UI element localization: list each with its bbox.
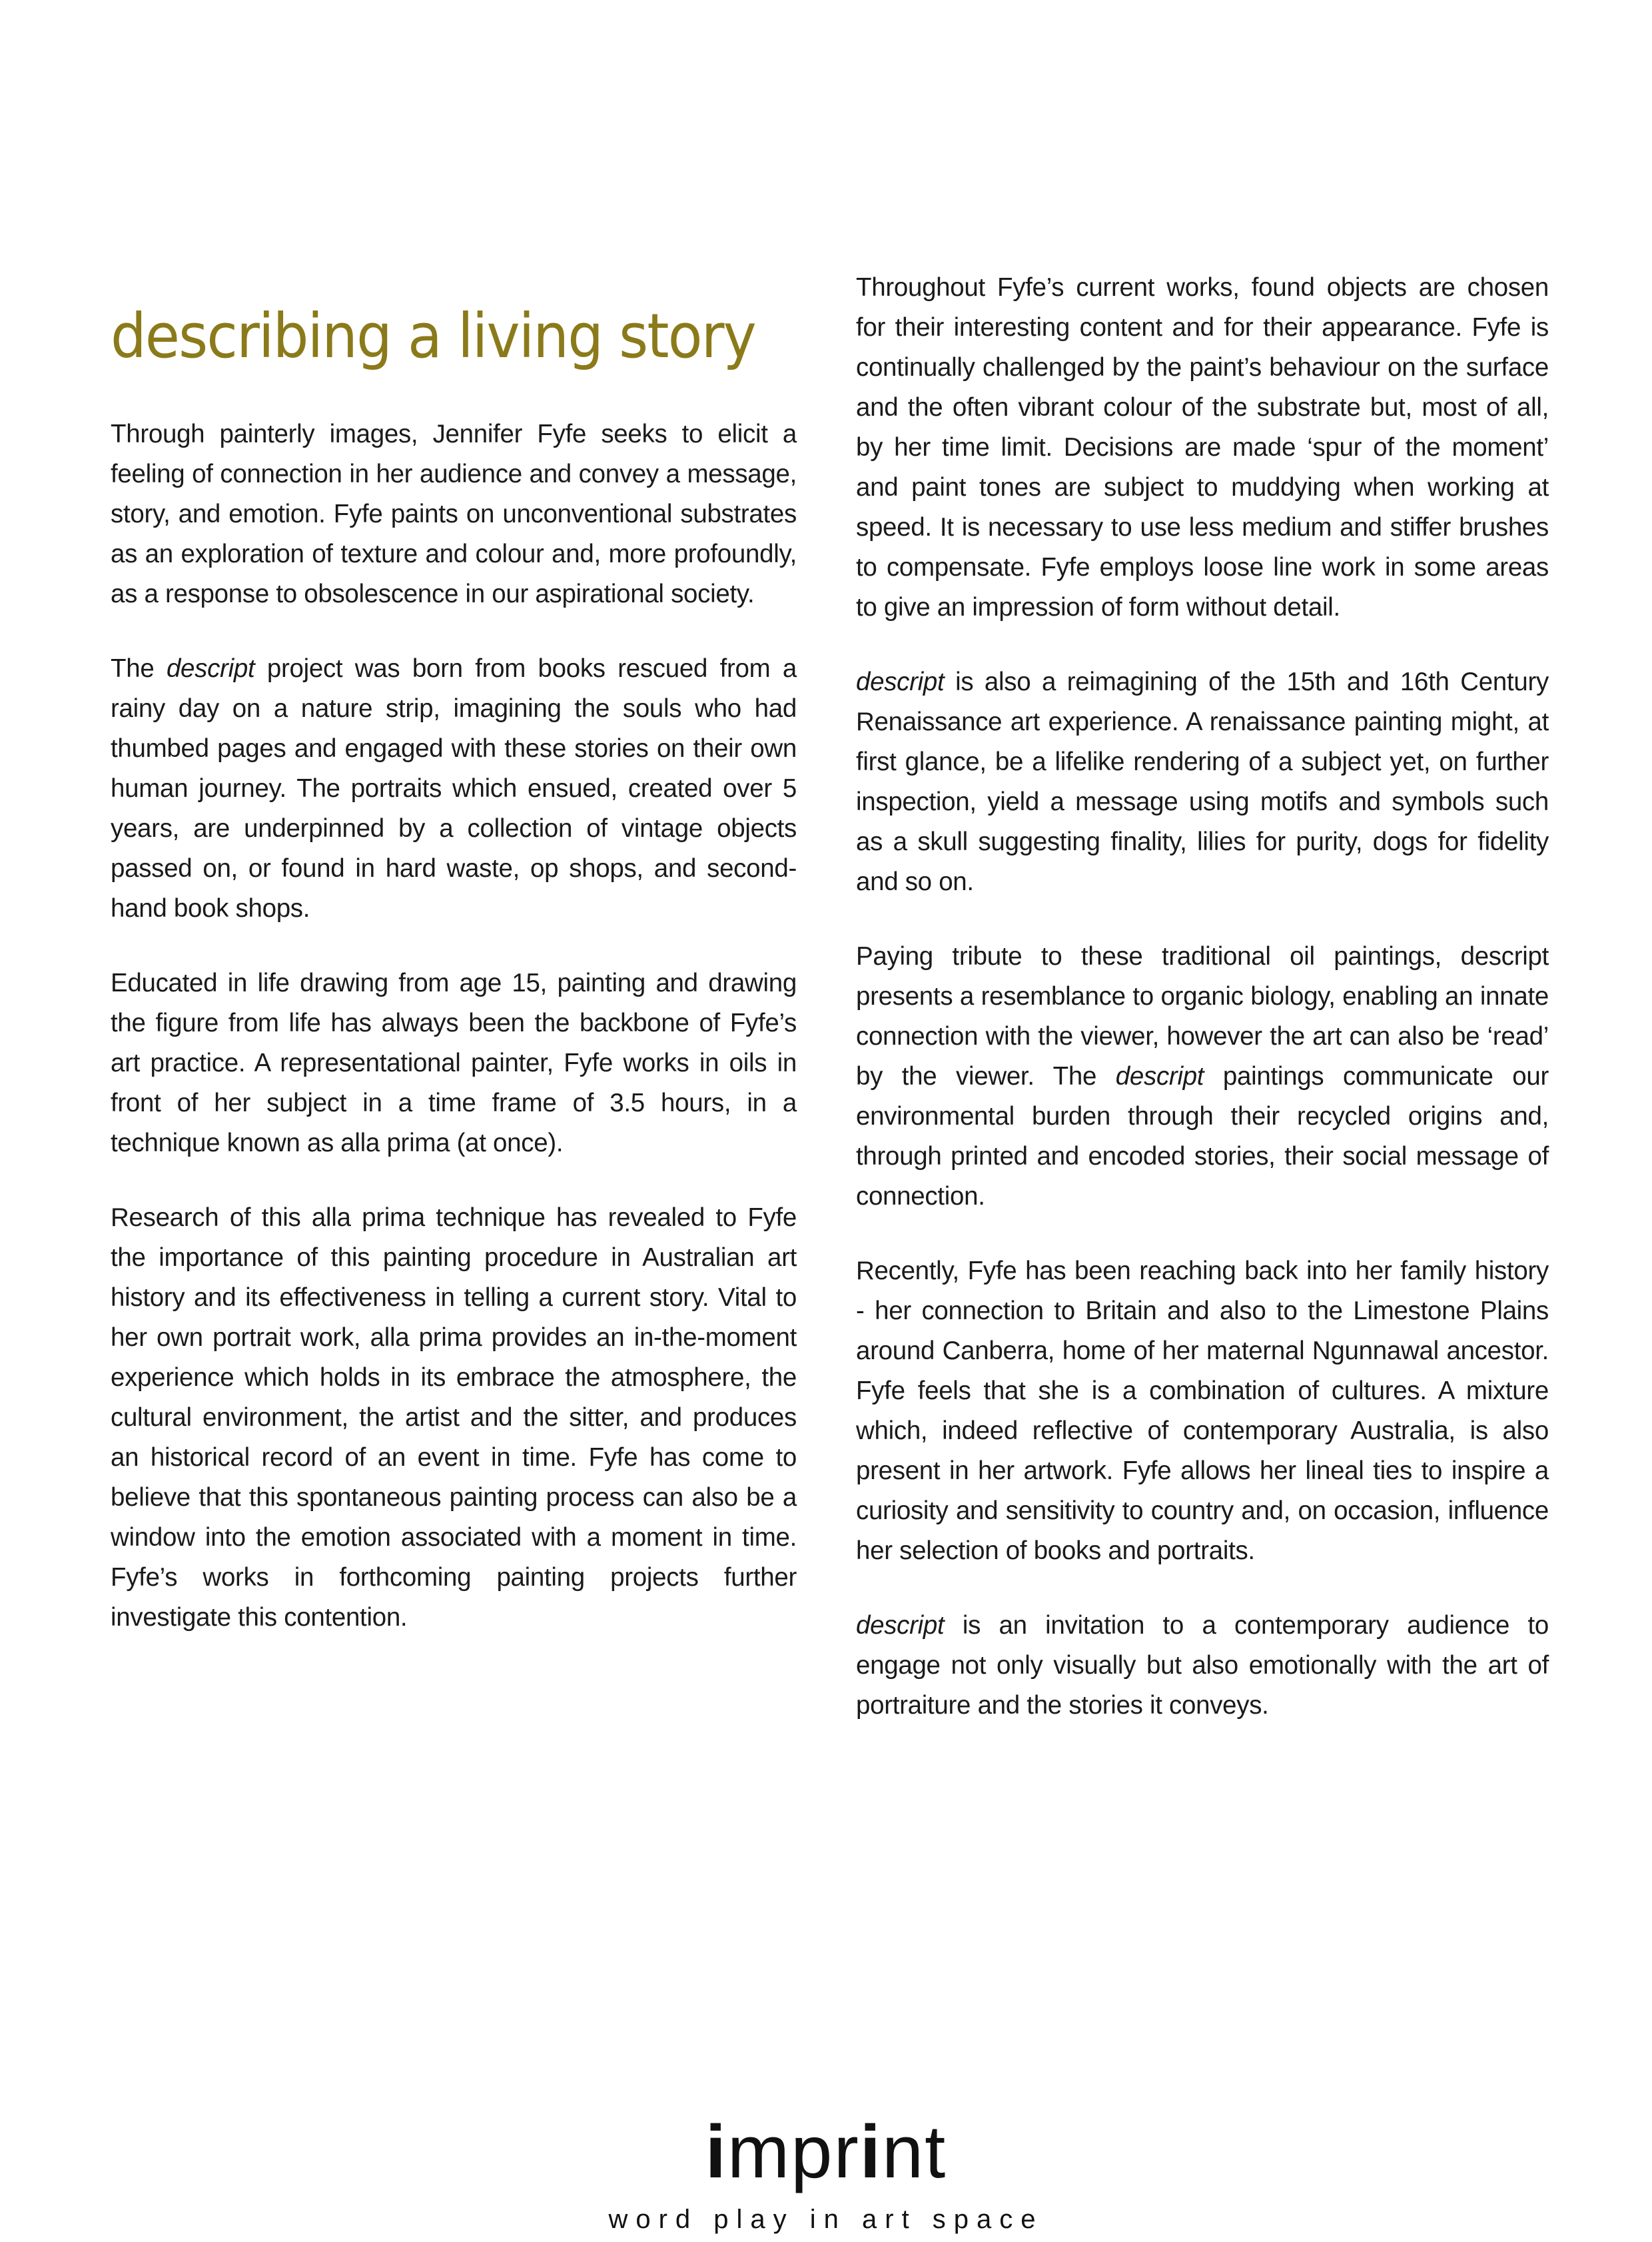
page-title: describing a living story [111, 300, 755, 372]
imprint-logo [0, 2105, 1652, 2236]
logo-tagline: word play in art space [608, 2205, 1044, 2234]
paragraph [111, 414, 797, 614]
paragraph-text: paintings communicate our environmental burden through their recycled origins and, through printed and encoded stories, their social message of connection. [856, 1062, 1549, 1211]
logo-wordmark: imprint [705, 2110, 947, 2193]
italic-title-text: descript [856, 1611, 945, 1640]
paragraph [111, 963, 797, 1163]
paragraph-text: Recently, Fyfe has been reaching back into her family history - her connection to Britain and also to the Limestone Plains around Canberra, home of her maternal Ngunnawal ancestor. Fyfe feels that she is a combination of cultures. A mixture which, indeed reflective of contemporary Australia, is also present in her artwork. Fyfe allows her lineal ties to inspire a curiosity and sensitivity to country and, on occasion, influence her selection of books and portraits. [856, 1257, 1549, 1565]
paragraph [856, 268, 1549, 628]
italic-title-text: descript [1115, 1062, 1204, 1091]
paragraph-text: Educated in life drawing from age 15, painting and drawing the figure from life has always been the backbone of Fyfe’s art practice. A representational painter, Fyfe works in oils in front of her subject in a time frame of 3.5 hours, in a technique known as alla prima (at once). [111, 969, 797, 1157]
paragraph-text: is also a reimagining of the 15th and 16th Century Renaissance art experience. A renaissance painting might, at first glance, be a lifelike rendering of a subject yet, on further inspection, yield a message using motifs and symbols such as a skull suggesting finality, lilies for purity, dogs for fidelity and so on. [856, 668, 1549, 896]
paragraph-text: The [111, 654, 167, 683]
paragraph [856, 1606, 1549, 1726]
right-column [856, 268, 1549, 1760]
italic-title-text: descript [856, 668, 945, 696]
paragraph [856, 1251, 1549, 1571]
left-column [111, 414, 797, 1672]
paragraph-text: Through painterly images, Jennifer Fyfe seeks to elicit a feeling of connection in her audience and convey a message, story, and emotion. Fyfe paints on unconventional substrates as an exploration of texture and colour and, more profoundly, as a response to obsolescence in our aspirational society. [111, 420, 797, 608]
paragraph [111, 649, 797, 929]
paragraph-text: project was born from books rescued from a rainy day on a nature strip, imagining the souls who had thumbed pages and engaged with these stories on their own human journey. The portraits which ensued, created over 5 years, are underpinned by a collection of vintage objects passed on, or found in hard waste, op shops, and second-hand book shops. [111, 654, 797, 923]
italic-title-text: descript [166, 654, 255, 683]
paragraph-text: is an invitation to a contemporary audience to engage not only visually but also emotionally with the art of portraiture and the stories it conveys. [856, 1611, 1549, 1720]
paragraph [111, 1198, 797, 1638]
paragraph-text: Research of this alla prima technique has revealed to Fyfe the importance of this painting procedure in Australian art history and its effectiveness in telling a current story. Vital to her own portrait work, alla prima provides an in-the-moment experience which holds in its embrace the atmosphere, the cultural environment, the artist and the sitter, and produces an historical record of an event in time. Fyfe has come to believe that this spontaneous painting process can also be a window into the emotion associated with a moment in time. Fyfe’s works in forthcoming painting projects further investigate this contention. [111, 1203, 797, 1632]
paragraph [856, 662, 1549, 902]
paragraph-text: Paying tribute to these traditional oil paintings, descript presents a resemblance to organic biology, enabling an innate connection with the viewer, however the art can also be ‘read’ by the viewer. The [856, 942, 1549, 1091]
paragraph-text: Throughout Fyfe’s current works, found objects are chosen for their interesting content and for their appearance. Fyfe is continually challenged by the paint’s behaviour on the surface and the often vibrant colour of the substrate but, most of all, by her time limit. Decisions are made ‘spur of the moment’ and paint tones are subject to muddying when working at speed. It is necessary to use less medium and stiffer brushes to compensate. Fyfe employs loose line work in some areas to give an impression of form without detail. [856, 273, 1549, 622]
paragraph [856, 937, 1549, 1217]
